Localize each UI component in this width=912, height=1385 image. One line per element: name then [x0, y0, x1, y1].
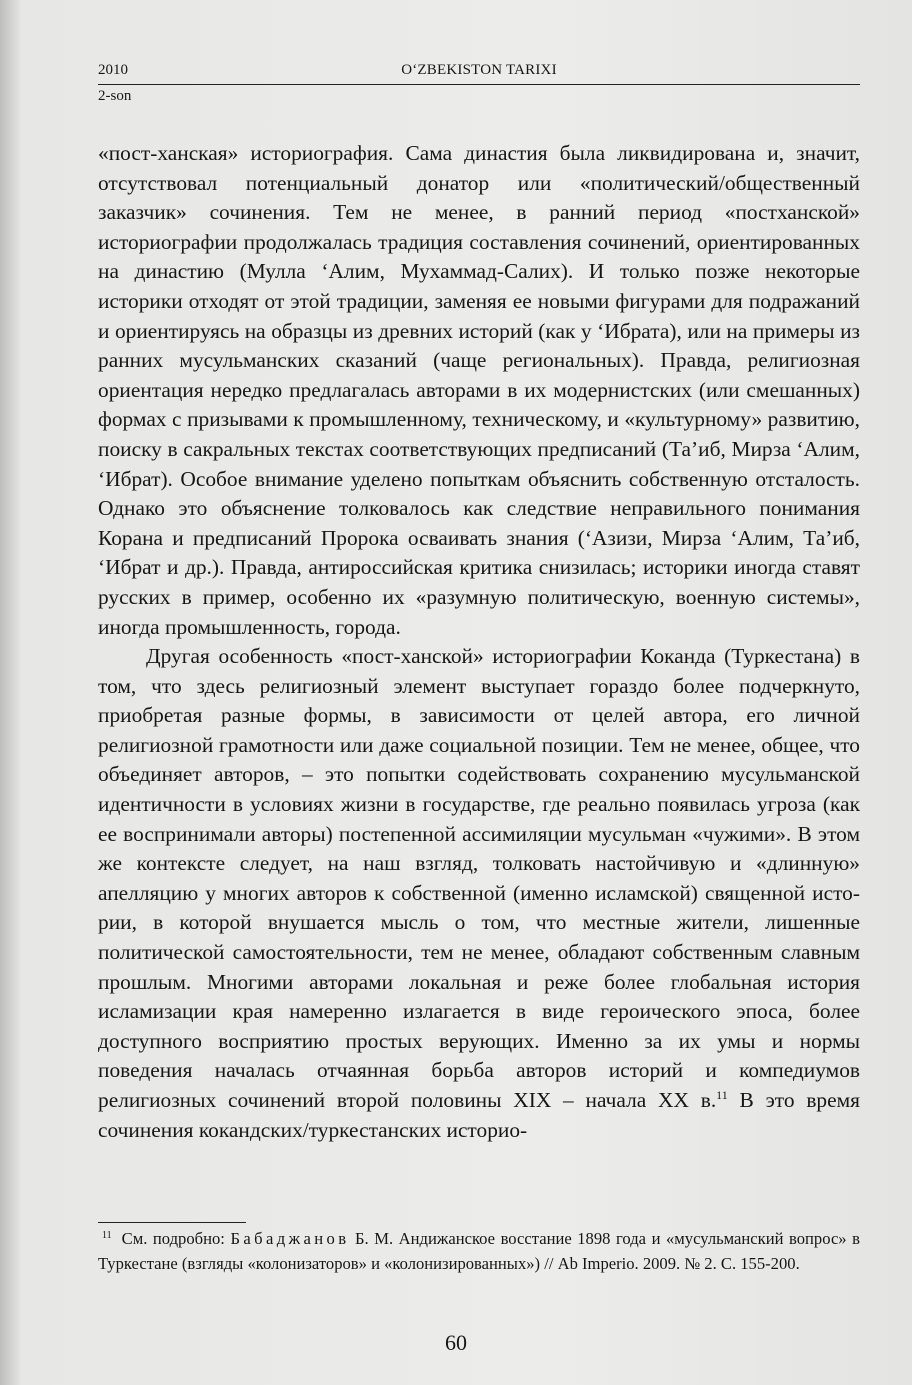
header-year: 2010: [98, 62, 128, 78]
footnote-text: Б. М. Андижанское восстание 1898 года и «мусульманский вопрос» в Туркестане (взгляды «колонизаторов» и «колонизированных») // Ab Imperio. 2009. № 2. С. 155-200.: [98, 1229, 860, 1273]
footnote-author: Бабаджанов: [230, 1229, 350, 1248]
header-issue: 2-son: [98, 88, 132, 104]
body-paragraph-2: [98, 642, 860, 1145]
body-paragraph-2-tail: В это время сочинения кокандских/туркестанских историо-: [98, 1088, 860, 1142]
footnote-prefix: См. подробно:: [121, 1229, 231, 1248]
article-body: [98, 139, 860, 1145]
running-header: [98, 60, 860, 84]
footnote-rule: [98, 1222, 246, 1223]
header-rule: [98, 84, 860, 85]
body-paragraph-1: «пост-ханская» историография. Сама династия была ликвидирована и, значит, отсутствовал потенциальный донатор или «политический/общественный заказчик» сочинения. Тем не менее, в ранний период «постханской» историографии продолжалась традиция составления сочинений, ориентированных на династию (Мулла ‘Алим, Мухаммад-Салих). И только позже некоторые историки отходят от этой традиции, заменяя ее новыми фигурами для подражаний и ориентируясь на образцы из древних историй (как у ‘Ибрата), или на примеры из ранних мусульманских сказаний (чаще региональных). Правда, религиозная ориентация нередко предлагалась авторами в их модернистских (или смешанных) формах с призывами к промышленному, техническому, и «культурному» развитию, поиску в сакральных текстах соответствующих предписаний (Та’иб, Мирза ‘Алим, ‘Ибрат). Особое внимание уделено попыткам объяснить собственную отсталость. Однако это объяснение толковалось как следствие неправильного понимания Корана и предписаний Пророка осваивать знания (‘Азизи, Мирза ‘Алим, Та’иб, ‘Ибрат и др.). Правда, антироссийская критика снизилась; историки иногда ставят русских в пример, особенно их «разумную политическую, военную системы», иногда промышленность, города.: [98, 141, 860, 639]
footnote: [98, 1226, 860, 1276]
page-number: 60: [445, 1330, 467, 1355]
body-paragraph-2-text: Другая особенность «пост-ханской» историографии Коканда (Туркестана) в том, что здесь религиозный элемент выступает гораздо более подчеркнуто, приобретая разные формы, в зависимости от целей автора, его личной религиозной грамотности или даже социальной позиции. Тем не менее, общее, что объединяет авторов, – это попытки содействовать сохранению мусульманской идентичности в условиях жизни в государстве, где реально появилась угроза (как ее воспринимали авторы) постепенной ассимиляции мусульман «чужими». В этом же контексте следует, на наш взгляд, толковать настойчивую и «длинную» апелляцию у многих авторов к собственной (именно исламской) священной истории, в которой внушается мысль о том, что местные жители, лишенные политической самостоятельности, тем не менее, обладают собственным славным прошлым. Многими авторами локальная и реже более глобальная история исламизации края намеренно излагается в виде героического эпоса, более доступного восприятию простых верующих. Именно за их умы и нормы поведения началась отчаянная борьба авторов историй и компедиумов религиозных сочинений второй половины XIX – начала XX в.: [98, 644, 860, 1112]
footnote-marker: 11: [102, 1230, 112, 1241]
footnote-reference: 11: [716, 1088, 728, 1102]
header-journal-title: O‘ZBEKISTON TARIXI: [401, 62, 557, 78]
